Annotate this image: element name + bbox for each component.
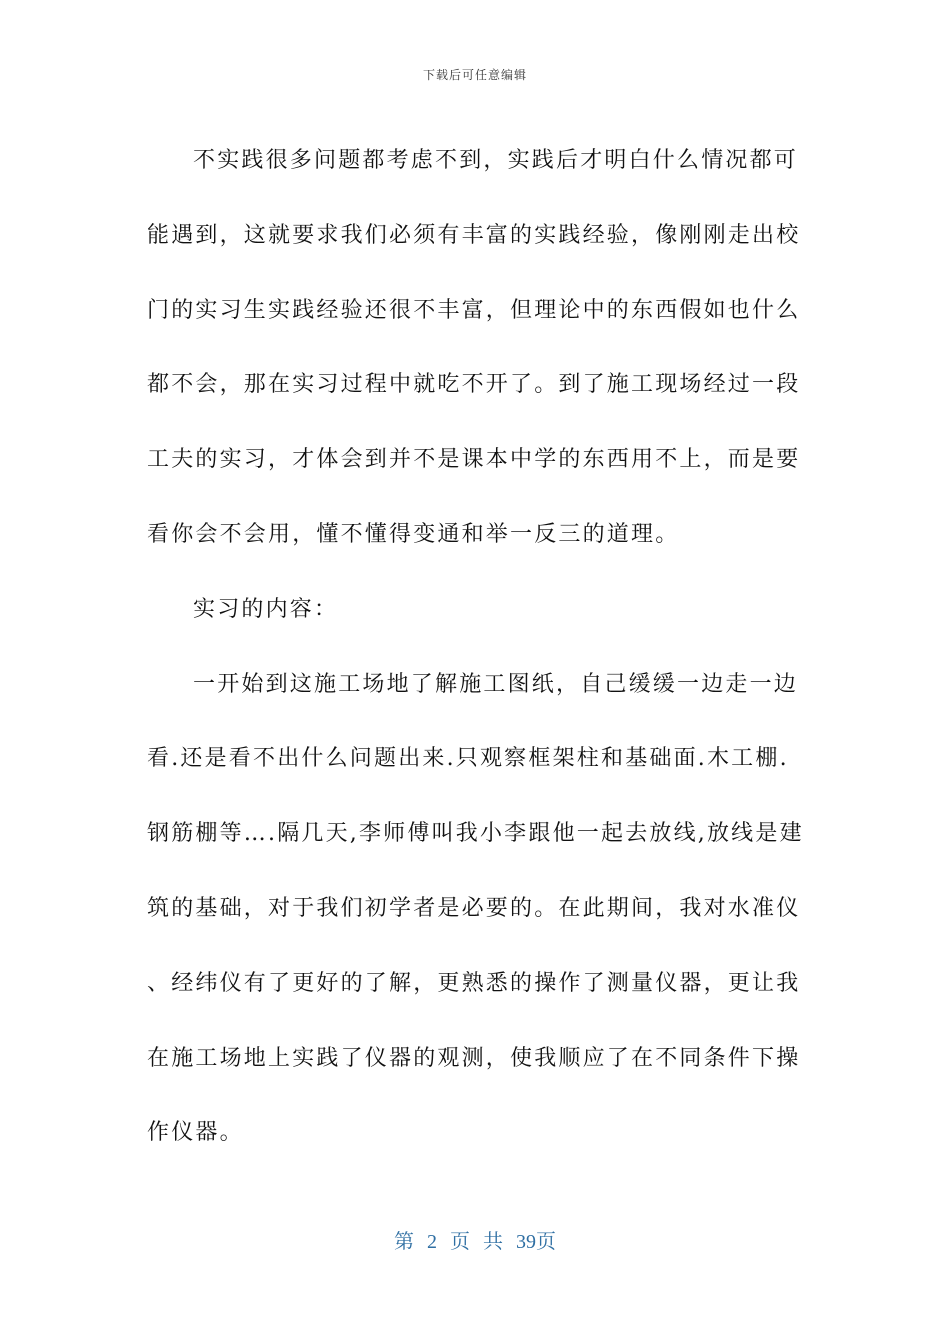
paragraph-line: 筑的基础，对于我们初学者是必要的。在此期间，我对水准仪 (147, 895, 801, 921)
paragraph-line: 能遇到，这就要求我们必须有丰富的实践经验，像刚刚走出校 (147, 222, 801, 248)
paragraph-line: 看.还是看不出什么问题出来.只观察框架柱和基础面.木工棚. (147, 746, 789, 772)
paragraph-line: 门的实习生实践经验还很不丰富，但理论中的东西假如也什么 (147, 297, 801, 323)
paragraph-line: 都不会，那在实习过程中就吃不开了。到了施工现场经过一段 (147, 372, 801, 398)
paragraph-line: 看你会不会用，懂不懂得变通和举一反三的道理。 (147, 521, 680, 547)
paragraph-line: 作仪器。 (147, 1120, 244, 1146)
paragraph-line: 不实践很多问题都考虑不到，实践后才明白什么情况都可 (193, 148, 799, 173)
paragraph-line: 钢筋棚等….隔几天,李师傅叫我小李跟他一起去放线,放线是建 (147, 821, 804, 847)
section-heading: 实习的内容： (193, 596, 339, 622)
page-number-footer: 第 2 页 共 39页 (394, 1231, 556, 1253)
paragraph-line: 、经纬仪有了更好的了解，更熟悉的操作了测量仪器，更让我 (147, 970, 801, 996)
page-header: 下载后可任意编辑 (422, 68, 527, 82)
paragraph-line: 一开始到这施工场地了解施工图纸，自己缓缓一边走一边 (193, 671, 799, 697)
paragraph-line: 工夫的实习，才体会到并不是课本中学的东西用不上，而是要 (147, 447, 801, 473)
body-text (147, 124, 807, 1171)
paragraph-line: 在施工场地上实践了仪器的观测，使我顺应了在不同条件下操 (147, 1045, 801, 1071)
